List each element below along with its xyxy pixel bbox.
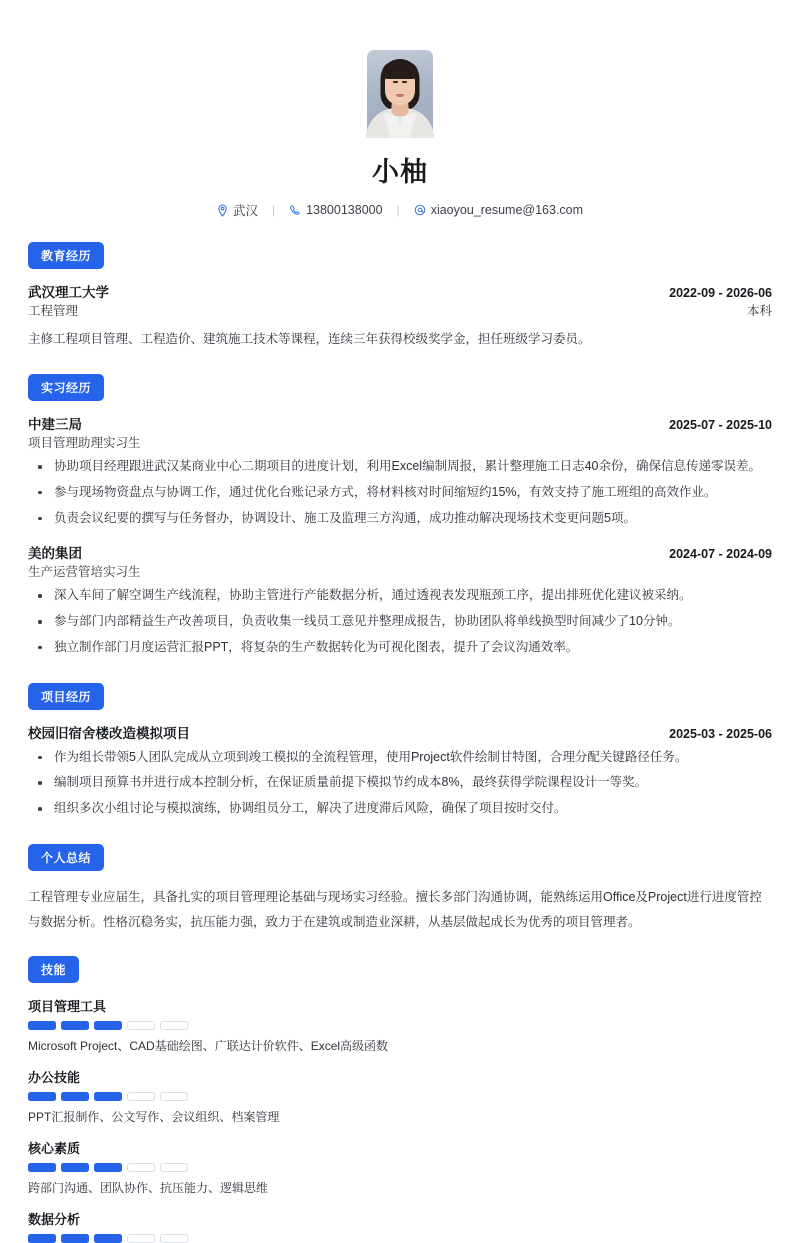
section-badge-summary: 个人总结 — [28, 844, 104, 871]
skill-items-text: Microsoft Project、CAD基础绘图、广联达计价软件、Excel高级函数 — [28, 1038, 389, 1053]
skill-rating-bars — [28, 1163, 772, 1172]
section-projects — [28, 683, 772, 821]
list-item: 独立制作部门月度运营汇报PPT，将复杂的生产数据转化为可视化图表，提升了会议沟通效率。 — [28, 636, 772, 660]
skill-bar — [127, 1163, 155, 1172]
education-major: 工程管理 — [28, 304, 79, 318]
summary-text: 工程管理专业应届生，具备扎实的项目管理理论基础与现场实习经验。擅长多部门沟通协调，能熟练运用Office及Project进行进度管控与数据分析。性格沉稳务实，抗压能力强，致力于在建筑或制造业深耕，从基层做起成长为优秀的项目管理者。 — [28, 889, 762, 929]
section-badge-education: 教育经历 — [28, 242, 104, 269]
education-entry — [28, 281, 772, 351]
list-item: 负责会议纪要的撰写与任务督办，协调设计、施工及监理三方沟通，成功推动解决现场技术变更问题5项。 — [28, 507, 772, 531]
avatar — [367, 50, 433, 138]
skill-group — [28, 996, 772, 1054]
education-entry-subline — [28, 301, 772, 319]
skill-bar — [28, 1021, 56, 1030]
education-school: 武汉理工大学 — [28, 285, 109, 300]
education-date: 2022-09 - 2026-06 — [669, 286, 772, 300]
skill-bar — [160, 1163, 188, 1172]
skill-bar — [160, 1021, 188, 1030]
project-entry — [28, 722, 772, 821]
page-title: 小柚 — [372, 157, 428, 187]
fringe-shape — [382, 62, 418, 79]
contact-separator-2: | — [396, 203, 400, 217]
project-title: 校园旧宿舍楼改造模拟项目 — [28, 725, 190, 741]
skill-rating-bars — [28, 1092, 772, 1101]
list-item: 组织多次小组讨论与模拟演练，协调组员分工，解决了进度滞后风险，确保了项目按时交付。 — [28, 797, 772, 821]
internship-entry-headline — [28, 413, 772, 433]
skill-title: 项目管理工具 — [28, 998, 107, 1014]
section-badge-skills: 技能 — [28, 956, 79, 983]
skill-bar — [61, 1092, 89, 1101]
internship-company: 美的集团 — [28, 546, 82, 562]
internship-role: 生产运营管培实习生 — [28, 565, 141, 580]
skill-group — [28, 1209, 772, 1243]
skill-bar — [94, 1021, 122, 1030]
internship-company: 中建三局 — [28, 417, 82, 433]
list-item: 作为组长带领5人团队完成从立项到竣工模拟的全流程管理，使用Project软件绘制甘特图，合理分配关键路径任务。 — [28, 746, 772, 770]
phone-icon — [289, 204, 301, 216]
skill-bar — [94, 1163, 122, 1172]
contact-phone-text: 13800138000 — [306, 203, 383, 217]
skill-bar — [94, 1092, 122, 1101]
skill-bar — [127, 1234, 155, 1243]
skill-bar — [28, 1163, 56, 1172]
contact-list — [28, 201, 772, 219]
skill-bar — [160, 1234, 188, 1243]
location-pin-icon — [217, 204, 228, 217]
email-at-icon — [414, 204, 426, 216]
section-education — [28, 242, 772, 351]
contact-phone[interactable] — [275, 203, 396, 217]
skill-rating-bars — [28, 1021, 772, 1030]
skill-rating-bars — [28, 1234, 772, 1243]
contact-separator: | — [271, 203, 276, 217]
section-summary — [28, 844, 772, 935]
skill-title: 核心素质 — [28, 1140, 81, 1156]
education-entry-headline — [28, 281, 772, 301]
skill-items-text: PPT汇报制作、公文写作、会议组织、档案管理 — [28, 1109, 280, 1124]
skill-bar — [61, 1021, 89, 1030]
skill-bar — [61, 1163, 89, 1172]
skill-title: 办公技能 — [28, 1069, 81, 1085]
internship-entry — [28, 542, 772, 659]
skill-bar — [127, 1092, 155, 1101]
internship-date: 2024-07 - 2024-09 — [669, 547, 772, 562]
skill-bar — [160, 1092, 188, 1101]
skill-title: 数据分析 — [28, 1211, 81, 1227]
contact-email[interactable] — [400, 203, 597, 217]
education-degree: 本科 — [746, 304, 772, 318]
section-internship — [28, 374, 772, 660]
internship-bullet-list — [28, 455, 772, 530]
list-item: 协助项目经理跟进武汉某商业中心二期项目的进度计划，利用Excel编制周报，累计整理施工日志40余份，确保信息传递零误差。 — [28, 455, 772, 479]
list-item: 参与现场物资盘点与协调工作，通过优化台账记录方式，将材料核对时间缩短约15%，有效支持了施工班组的高效作业。 — [28, 481, 772, 505]
contact-location — [203, 201, 272, 219]
list-item: 深入车间了解空调生产线流程，协助主管进行产能数据分析，通过透视表发现瓶颈工序，提出排班优化建议被采纳。 — [28, 584, 772, 608]
contact-email-text: xiaoyou_resume@163.com — [430, 203, 584, 217]
skill-bar — [28, 1234, 56, 1243]
section-badge-internship: 实习经历 — [28, 374, 104, 401]
section-badge-projects: 项目经历 — [28, 683, 104, 710]
resume-header — [28, 0, 772, 219]
skill-bar — [61, 1234, 89, 1243]
internship-entry — [28, 413, 772, 530]
education-description: 主修工程项目管理、工程造价、建筑施工技术等课程，连续三年获得校级奖学金，担任班级学习委员。 — [28, 332, 591, 346]
skill-bar — [28, 1092, 56, 1101]
internship-role: 项目管理助理实习生 — [28, 436, 141, 451]
skill-items-text: 跨部门沟通、团队协作、抗压能力、逻辑思维 — [28, 1180, 269, 1195]
list-item: 参与部门内部精益生产改善项目，负责收集一线员工意见并整理成报告，协助团队将单线换型时间减少了10分钟。 — [28, 610, 772, 634]
skill-group — [28, 1138, 772, 1196]
project-date: 2025-03 - 2025-06 — [669, 726, 772, 741]
list-item: 编制项目预算书并进行成本控制分析，在保证质量前提下模拟节约成本8%，最终获得学院课程设计一等奖。 — [28, 771, 772, 795]
internship-bullet-list — [28, 584, 772, 659]
project-entry-headline — [28, 722, 772, 742]
internship-date: 2025-07 - 2025-10 — [669, 418, 772, 433]
section-skills — [28, 956, 772, 1243]
internship-entry-headline — [28, 542, 772, 562]
contact-location-text: 武汉 — [232, 204, 258, 218]
project-bullet-list — [28, 746, 772, 821]
skill-group — [28, 1067, 772, 1125]
skill-bar — [94, 1234, 122, 1243]
skill-bar — [127, 1021, 155, 1030]
